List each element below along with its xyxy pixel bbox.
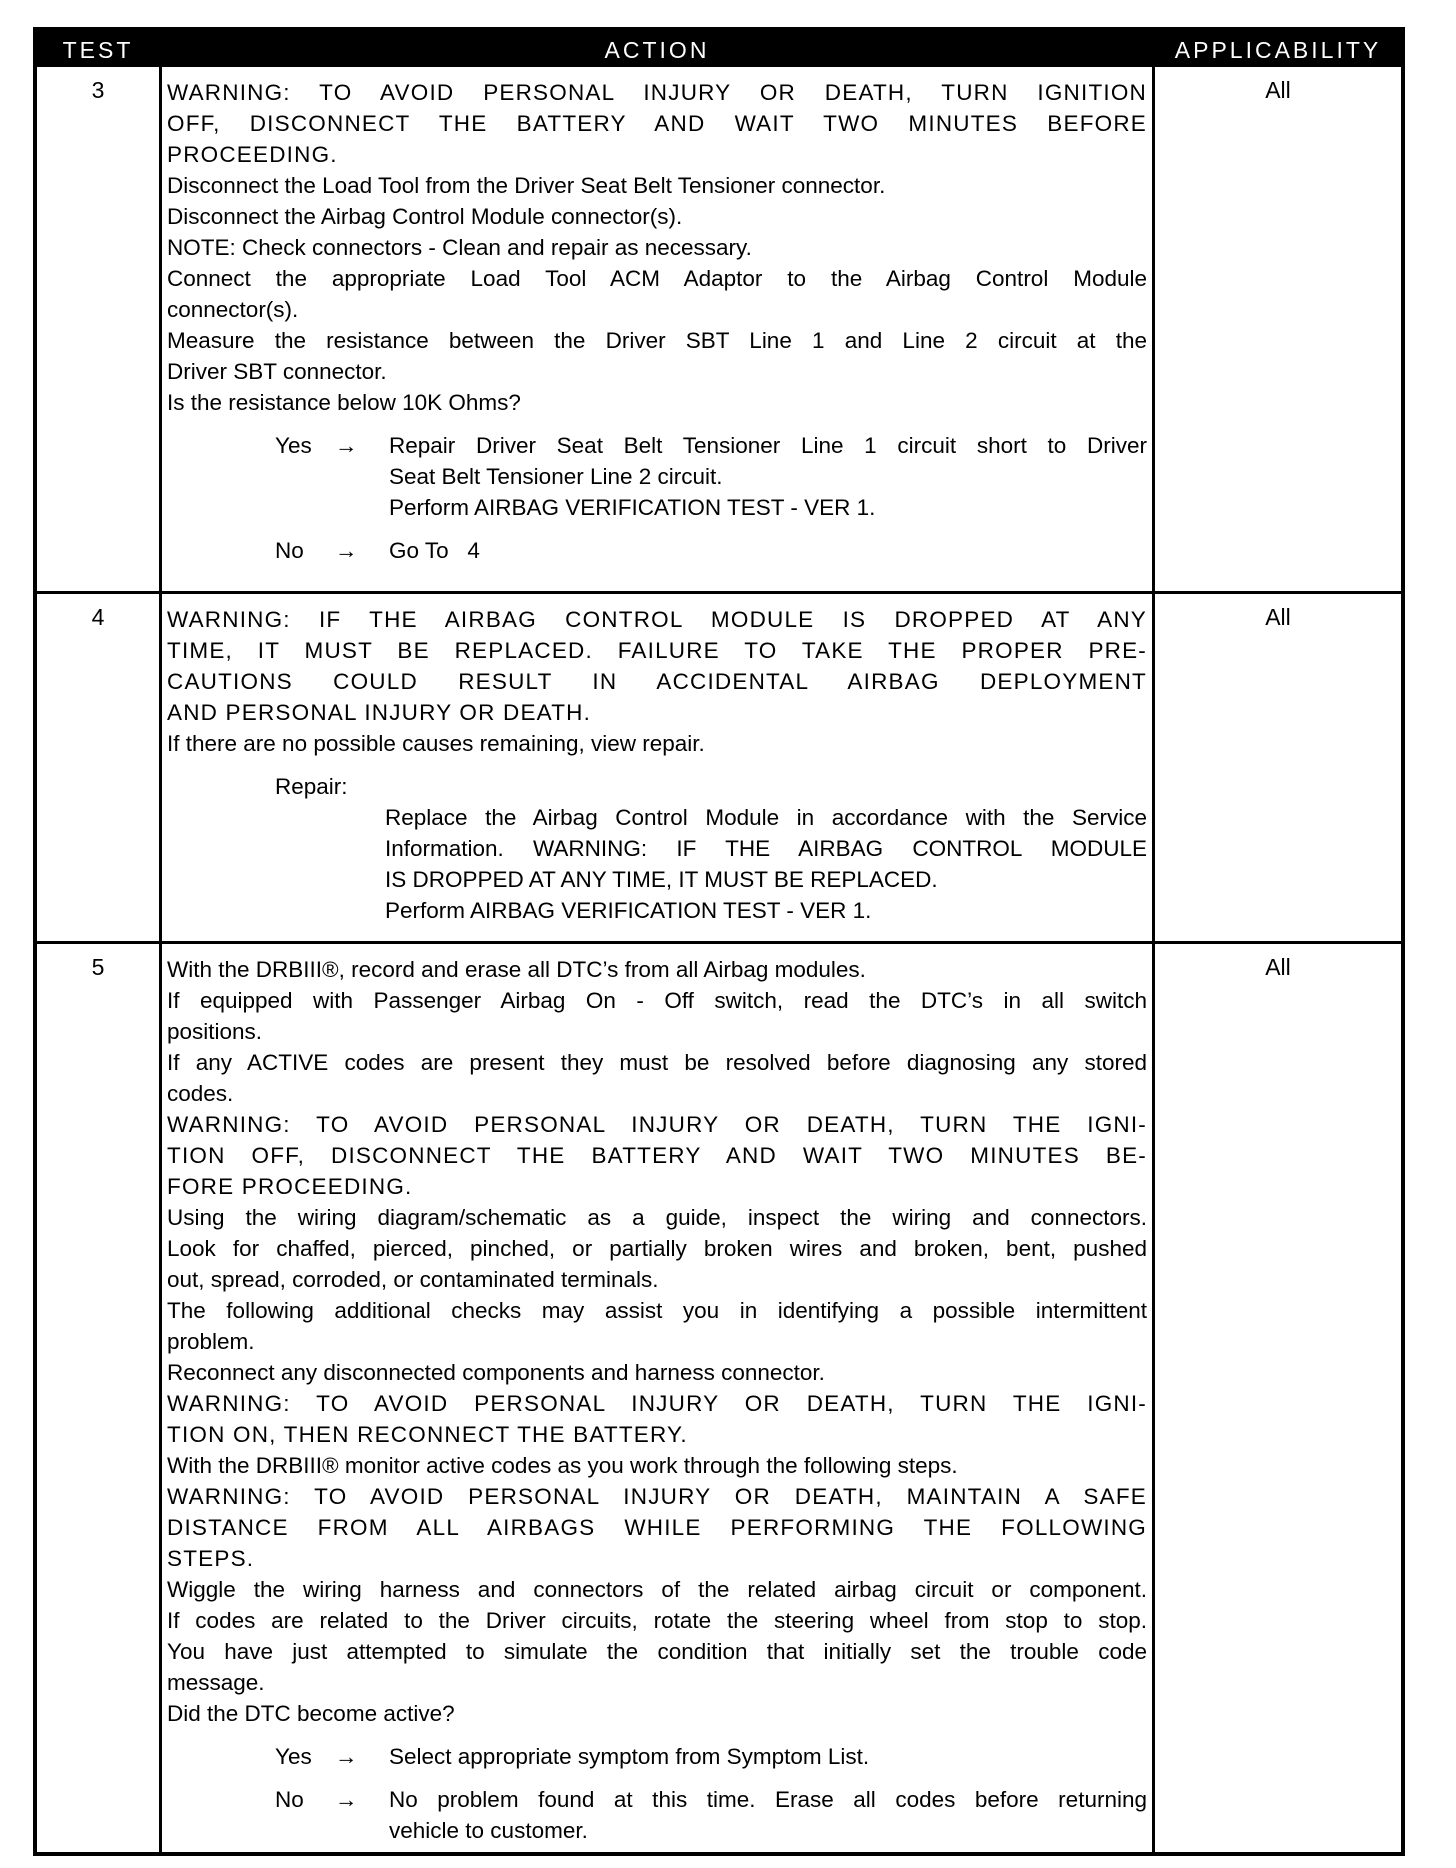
yes-result: Select appropriate symptom from Symptom List.	[389, 1744, 870, 1769]
header-test: TEST	[62, 37, 134, 63]
action-line: problem.	[167, 1329, 255, 1354]
no-label: No	[275, 538, 304, 563]
repair-line: Perform AIRBAG VERIFICATION TEST - VER 1.	[385, 898, 872, 923]
table-header	[37, 31, 1401, 67]
repair-line: IS DROPPED AT ANY TIME, IT MUST BE REPLACED.	[385, 867, 938, 892]
warning-line: TIME, IT MUST BE REPLACED. FAILURE TO TAKE THE PROPER PRE-	[167, 638, 1147, 663]
test-row-5	[37, 944, 1401, 1852]
warning-line: CAUTIONS COULD RESULT IN ACCIDENTAL AIRBAG DEPLOYMENT	[167, 669, 1147, 694]
arrow-icon: →	[335, 433, 358, 458]
warning-line: PROCEEDING.	[167, 142, 338, 167]
diagnostic-table	[33, 27, 1405, 1856]
action-line: WARNING: TO AVOID PERSONAL INJURY OR DEATH, TURN THE IGNI-	[167, 1112, 1147, 1137]
repair-line: Information. WARNING: IF THE AIRBAG CONTROL MODULE	[385, 836, 1147, 861]
yes-branch	[167, 1741, 1147, 1772]
action-line: With the DRBIII®, record and erase all DTC’s from all Airbag modules.	[167, 957, 866, 982]
arrow-icon: →	[335, 538, 358, 563]
action-line: TION OFF, DISCONNECT THE BATTERY AND WAIT TWO MINUTES BE-	[167, 1143, 1147, 1168]
action-line: Did the DTC become active?	[167, 1701, 455, 1726]
yes-label: Yes	[275, 433, 312, 458]
action-line: Reconnect any disconnected components and harness connector.	[167, 1360, 825, 1385]
warning-line: OFF, DISCONNECT THE BATTERY AND WAIT TWO MINUTES BEFORE	[167, 111, 1147, 136]
action-line: The following additional checks may assist you in identifying a possible intermittent	[167, 1298, 1147, 1323]
action-line: DISTANCE FROM ALL AIRBAGS WHILE PERFORMING THE FOLLOWING	[167, 1515, 1147, 1540]
test-number: 4	[91, 604, 105, 630]
action-line: With the DRBIII® monitor active codes as you work through the following steps.	[167, 1453, 958, 1478]
no-result-line: No problem found at this time. Erase all codes before returning	[389, 1787, 1147, 1812]
yes-label: Yes	[275, 1744, 312, 1769]
test-row-4	[37, 594, 1401, 944]
action-line: out, spread, corroded, or contaminated terminals.	[167, 1267, 659, 1292]
no-result	[389, 1784, 1147, 1846]
note-line: NOTE: Check connectors - Clean and repair as necessary.	[167, 235, 752, 260]
arrow-icon: →	[335, 1744, 358, 1769]
no-result: Go To 4	[389, 538, 480, 563]
step-line: Disconnect the Load Tool from the Driver Seat Belt Tensioner connector.	[167, 173, 886, 198]
action-line: FORE PROCEEDING.	[167, 1174, 413, 1199]
test-number: 5	[91, 954, 105, 980]
action-line: If codes are related to the Driver circuits, rotate the steering wheel from stop to stop.	[167, 1608, 1147, 1633]
step-line: Driver SBT connector.	[167, 359, 387, 384]
step-line: Connect the appropriate Load Tool ACM Adaptor to the Airbag Control Module	[167, 266, 1147, 291]
no-branch	[167, 535, 1147, 566]
repair-text	[385, 802, 1147, 926]
action-line: STEPS.	[167, 1546, 255, 1571]
action-line: If any ACTIVE codes are present they must be resolved before diagnosing any stored	[167, 1050, 1147, 1075]
yes-result	[389, 430, 1147, 523]
applicability-value: All	[1265, 604, 1291, 630]
yes-branch	[167, 430, 1147, 520]
warning-line: WARNING: IF THE AIRBAG CONTROL MODULE IS DROPPED AT ANY	[167, 607, 1147, 632]
yes-result-line: Perform AIRBAG VERIFICATION TEST - VER 1.	[389, 495, 876, 520]
test-number: 3	[91, 77, 105, 103]
action-line: WARNING: TO AVOID PERSONAL INJURY OR DEATH, MAINTAIN A SAFE	[167, 1484, 1147, 1509]
action-line: TION ON, THEN RECONNECT THE BATTERY.	[167, 1422, 688, 1447]
step-line: Measure the resistance between the Driver SBT Line 1 and Line 2 circuit at the	[167, 328, 1147, 353]
yes-result-line: Seat Belt Tensioner Line 2 circuit.	[389, 464, 723, 489]
action-line: positions.	[167, 1019, 263, 1044]
warning-line: AND PERSONAL INJURY OR DEATH.	[167, 700, 592, 725]
question-line: Is the resistance below 10K Ohms?	[167, 390, 521, 415]
action-line: WARNING: TO AVOID PERSONAL INJURY OR DEATH, TURN THE IGNI-	[167, 1391, 1147, 1416]
action-line: Look for chaffed, pierced, pinched, or partially broken wires and broken, bent, pushed	[167, 1236, 1147, 1261]
header-applicability: APPLICABILITY	[1174, 37, 1382, 63]
action-line: You have just attempted to simulate the condition that initially set the trouble code	[167, 1639, 1147, 1664]
yes-result-line: Repair Driver Seat Belt Tensioner Line 1 circuit short to Driver	[389, 433, 1147, 458]
action-line: If equipped with Passenger Airbag On - Off switch, read the DTC’s in all switch	[167, 988, 1147, 1013]
action-line: Wiggle the wiring harness and connectors of the related airbag circuit or component.	[167, 1577, 1147, 1602]
applicability-value: All	[1265, 77, 1291, 103]
action-cell	[167, 77, 1147, 566]
applicability-value: All	[1265, 954, 1291, 980]
arrow-icon: →	[335, 1787, 358, 1812]
no-result-line: vehicle to customer.	[389, 1818, 588, 1843]
repair-line: Replace the Airbag Control Module in accordance with the Service	[385, 805, 1147, 830]
action-cell	[167, 954, 1147, 1843]
header-action: ACTION	[604, 37, 710, 63]
repair-label: Repair:	[275, 774, 348, 799]
step-line: Disconnect the Airbag Control Module connector(s).	[167, 204, 683, 229]
step-line: connector(s).	[167, 297, 299, 322]
no-label: No	[275, 1787, 304, 1812]
warning-line: WARNING: TO AVOID PERSONAL INJURY OR DEATH, TURN IGNITION	[167, 80, 1147, 105]
no-branch	[167, 1784, 1147, 1843]
action-lines	[167, 954, 1147, 1729]
note-line: If there are no possible causes remaining, view repair.	[167, 731, 705, 756]
action-line: message.	[167, 1670, 265, 1695]
test-row-3	[37, 67, 1401, 594]
action-cell	[167, 604, 1147, 926]
action-line: Using the wiring diagram/schematic as a guide, inspect the wiring and connectors.	[167, 1205, 1147, 1230]
action-line: codes.	[167, 1081, 234, 1106]
